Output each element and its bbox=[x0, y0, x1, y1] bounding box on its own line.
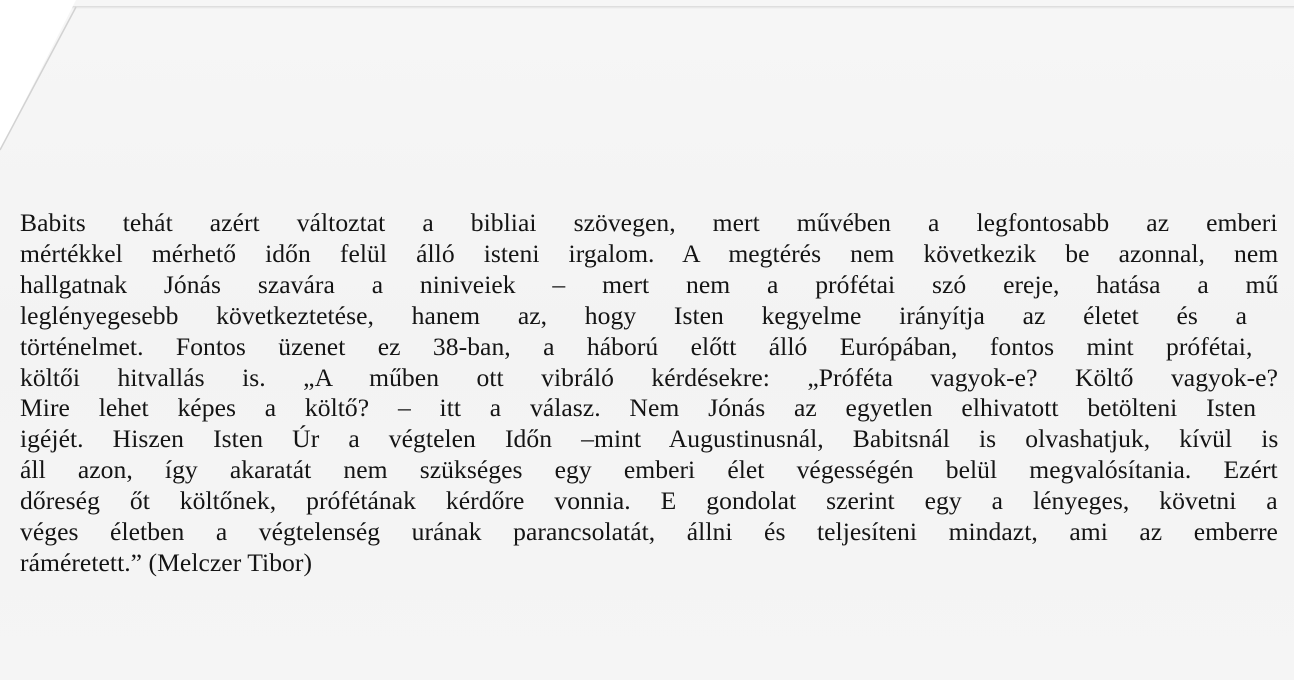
text-line: dőreség őt költőnek, prófétának kérdőre vonnia. E gondolat szerint egy a lényeges, követni a bbox=[20, 486, 1278, 516]
text-line: költői hitvallás is. „A műben ott vibráló kérdésekre: „Próféta vagyok-e? Költő vagyok-e? bbox=[20, 362, 1278, 392]
text-line: mértékkel mérhető időn felül álló isteni irgalom. A megtérés nem következik be azonnal, nem bbox=[20, 238, 1279, 268]
text-line: Mire lehet képes a költő? – itt a válasz. Nem Jónás az egyetlen elhivatott betölteni Isten bbox=[20, 393, 1257, 423]
text-line: Babits tehát azért változtat a bibliai szövegen, mert művében a legfontosabb az emberi bbox=[20, 208, 1278, 237]
text-line: igéjét. Hiszen Isten Úr a végtelen Időn –mint Augustinusnál, Babitsnál is olvashatjuk, kívül is bbox=[20, 424, 1279, 454]
text-line: véges életben a végtelenség urának parancsolatát, állni és teljesíteni mindazt, ami az emberre bbox=[20, 517, 1278, 547]
paragraph-text bbox=[20, 208, 1278, 579]
text-line: hallgatnak Jónás szavára a niniveiek – mert nem a prófétai szó ereje, hatása a mű bbox=[20, 269, 1279, 299]
text-line-last: ráméretett.” (Melczer Tibor) bbox=[20, 547, 313, 577]
text-line: áll azon, így akaratát nem szükséges egy emberi élet végességén belül megvalósítania. Ezért bbox=[20, 455, 1278, 485]
text-line: történelmet. Fontos üzenet ez 38-ban, a háború előtt álló Európában, fontos mint prófétai, bbox=[20, 331, 1253, 361]
text-line: leglényegesebb következtetése, hanem az, hogy Isten kegyelme irányítja az életet és a bbox=[20, 300, 1248, 330]
page-edge-shadow bbox=[72, 6, 1294, 9]
